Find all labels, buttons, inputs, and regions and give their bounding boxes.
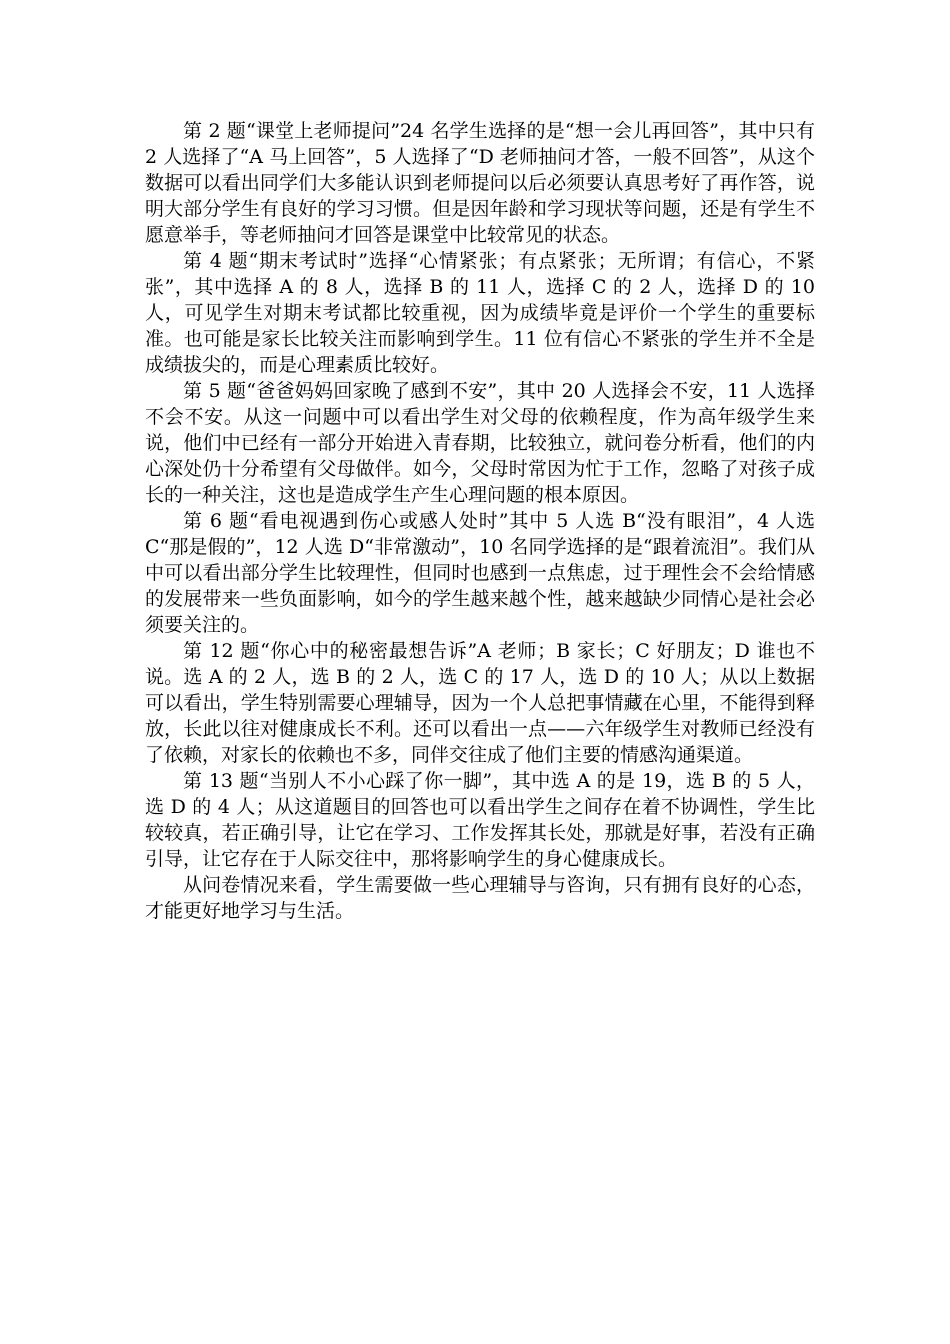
paragraph-q13: 第 13 题“当别人不小心踩了你一脚”，其中选 A 的是 19，选 B 的 5 人，选 D 的 4 人；从这道题目的回答也可以看出学生之间存在着不协调性，学生比较较真，若正确引导，让它在学习、工作发挥其长处，那就是好事，若没有正确引导，让它存在于人际交往中，那将影响学生的身心健康成长。 bbox=[145, 770, 815, 870]
document-body bbox=[145, 118, 815, 924]
paragraph-q5: 第 5 题“爸爸妈妈回家晚了感到不安”，其中 20 人选择会不安，11 人选择不会不安。从这一问题中可以看出学生对父母的依赖程度，作为高年级学生来说，他们中已经有一部分开始进入青春期，比较独立，就问卷分析看，他们的内心深处仍十分希望有父母做伴。如今，父母时常因为忙于工作，忽略了对孩子成长的一种关注，这也是造成学生产生心理问题的根本原因。 bbox=[145, 380, 815, 506]
paragraph-q2: 第 2 题“课堂上老师提问”24 名学生选择的是“想一会儿再回答”，其中只有 2 人选择了“A 马上回答”，5 人选择了“D 老师抽问才答，一般不回答”，从这个数据可以看出同学们大多能认识到老师提问以后必须要认真思考好了再作答，说明大部分学生有良好的学习习惯。但是因年龄和学习现状等问题，还是有学生不愿意举手，等老师抽问才回答是课堂中比较常见的状态。 bbox=[145, 120, 815, 246]
paragraph-q4: 第 4 题“期末考试时”选择“心情紧张；有点紧张；无所谓；有信心，不紧张”，其中选择 A 的 8 人，选择 B 的 11 人，选择 C 的 2 人，选择 D 的 10 人，可见学生对期末考试都比较重视，因为成绩毕竟是评价一个学生的重要标准。也可能是家长比较关注而影响到学生。11 位有信心不紧张的学生并不全是成绩拔尖的，而是心理素质比较好。 bbox=[145, 250, 815, 376]
paragraph-summary: 从问卷情况来看，学生需要做一些心理辅导与咨询，只有拥有良好的心态，才能更好地学习与生活。 bbox=[145, 874, 815, 922]
paragraph-q12: 第 12 题“你心中的秘密最想告诉”A 老师；B 家长；C 好朋友；D 谁也不说。选 A 的 2 人，选 B 的 2 人，选 C 的 17 人，选 D 的 10 人；从以上数据可以看出，学生特别需要心理辅导，因为一个人总把事情藏在心里，不能得到释放，长此以往对健康成长不利。还可以看出一点——六年级学生对教师已经没有了依赖，对家长的依赖也不多，同伴交往成了他们主要的情感沟通渠道。 bbox=[145, 640, 815, 766]
paragraph-q6: 第 6 题“看电视遇到伤心或感人处时”其中 5 人选 B“没有眼泪”，4 人选 C“那是假的”，12 人选 D“非常激动”，10 名同学选择的是“跟着流泪”。我们从中可以看出部分学生比较理性，但同时也感到一点焦虑，过于理性会不会给情感的发展带来一些负面影响，如今的学生越来越个性，越来越缺少同情心是社会必须要关注的。 bbox=[145, 510, 815, 636]
